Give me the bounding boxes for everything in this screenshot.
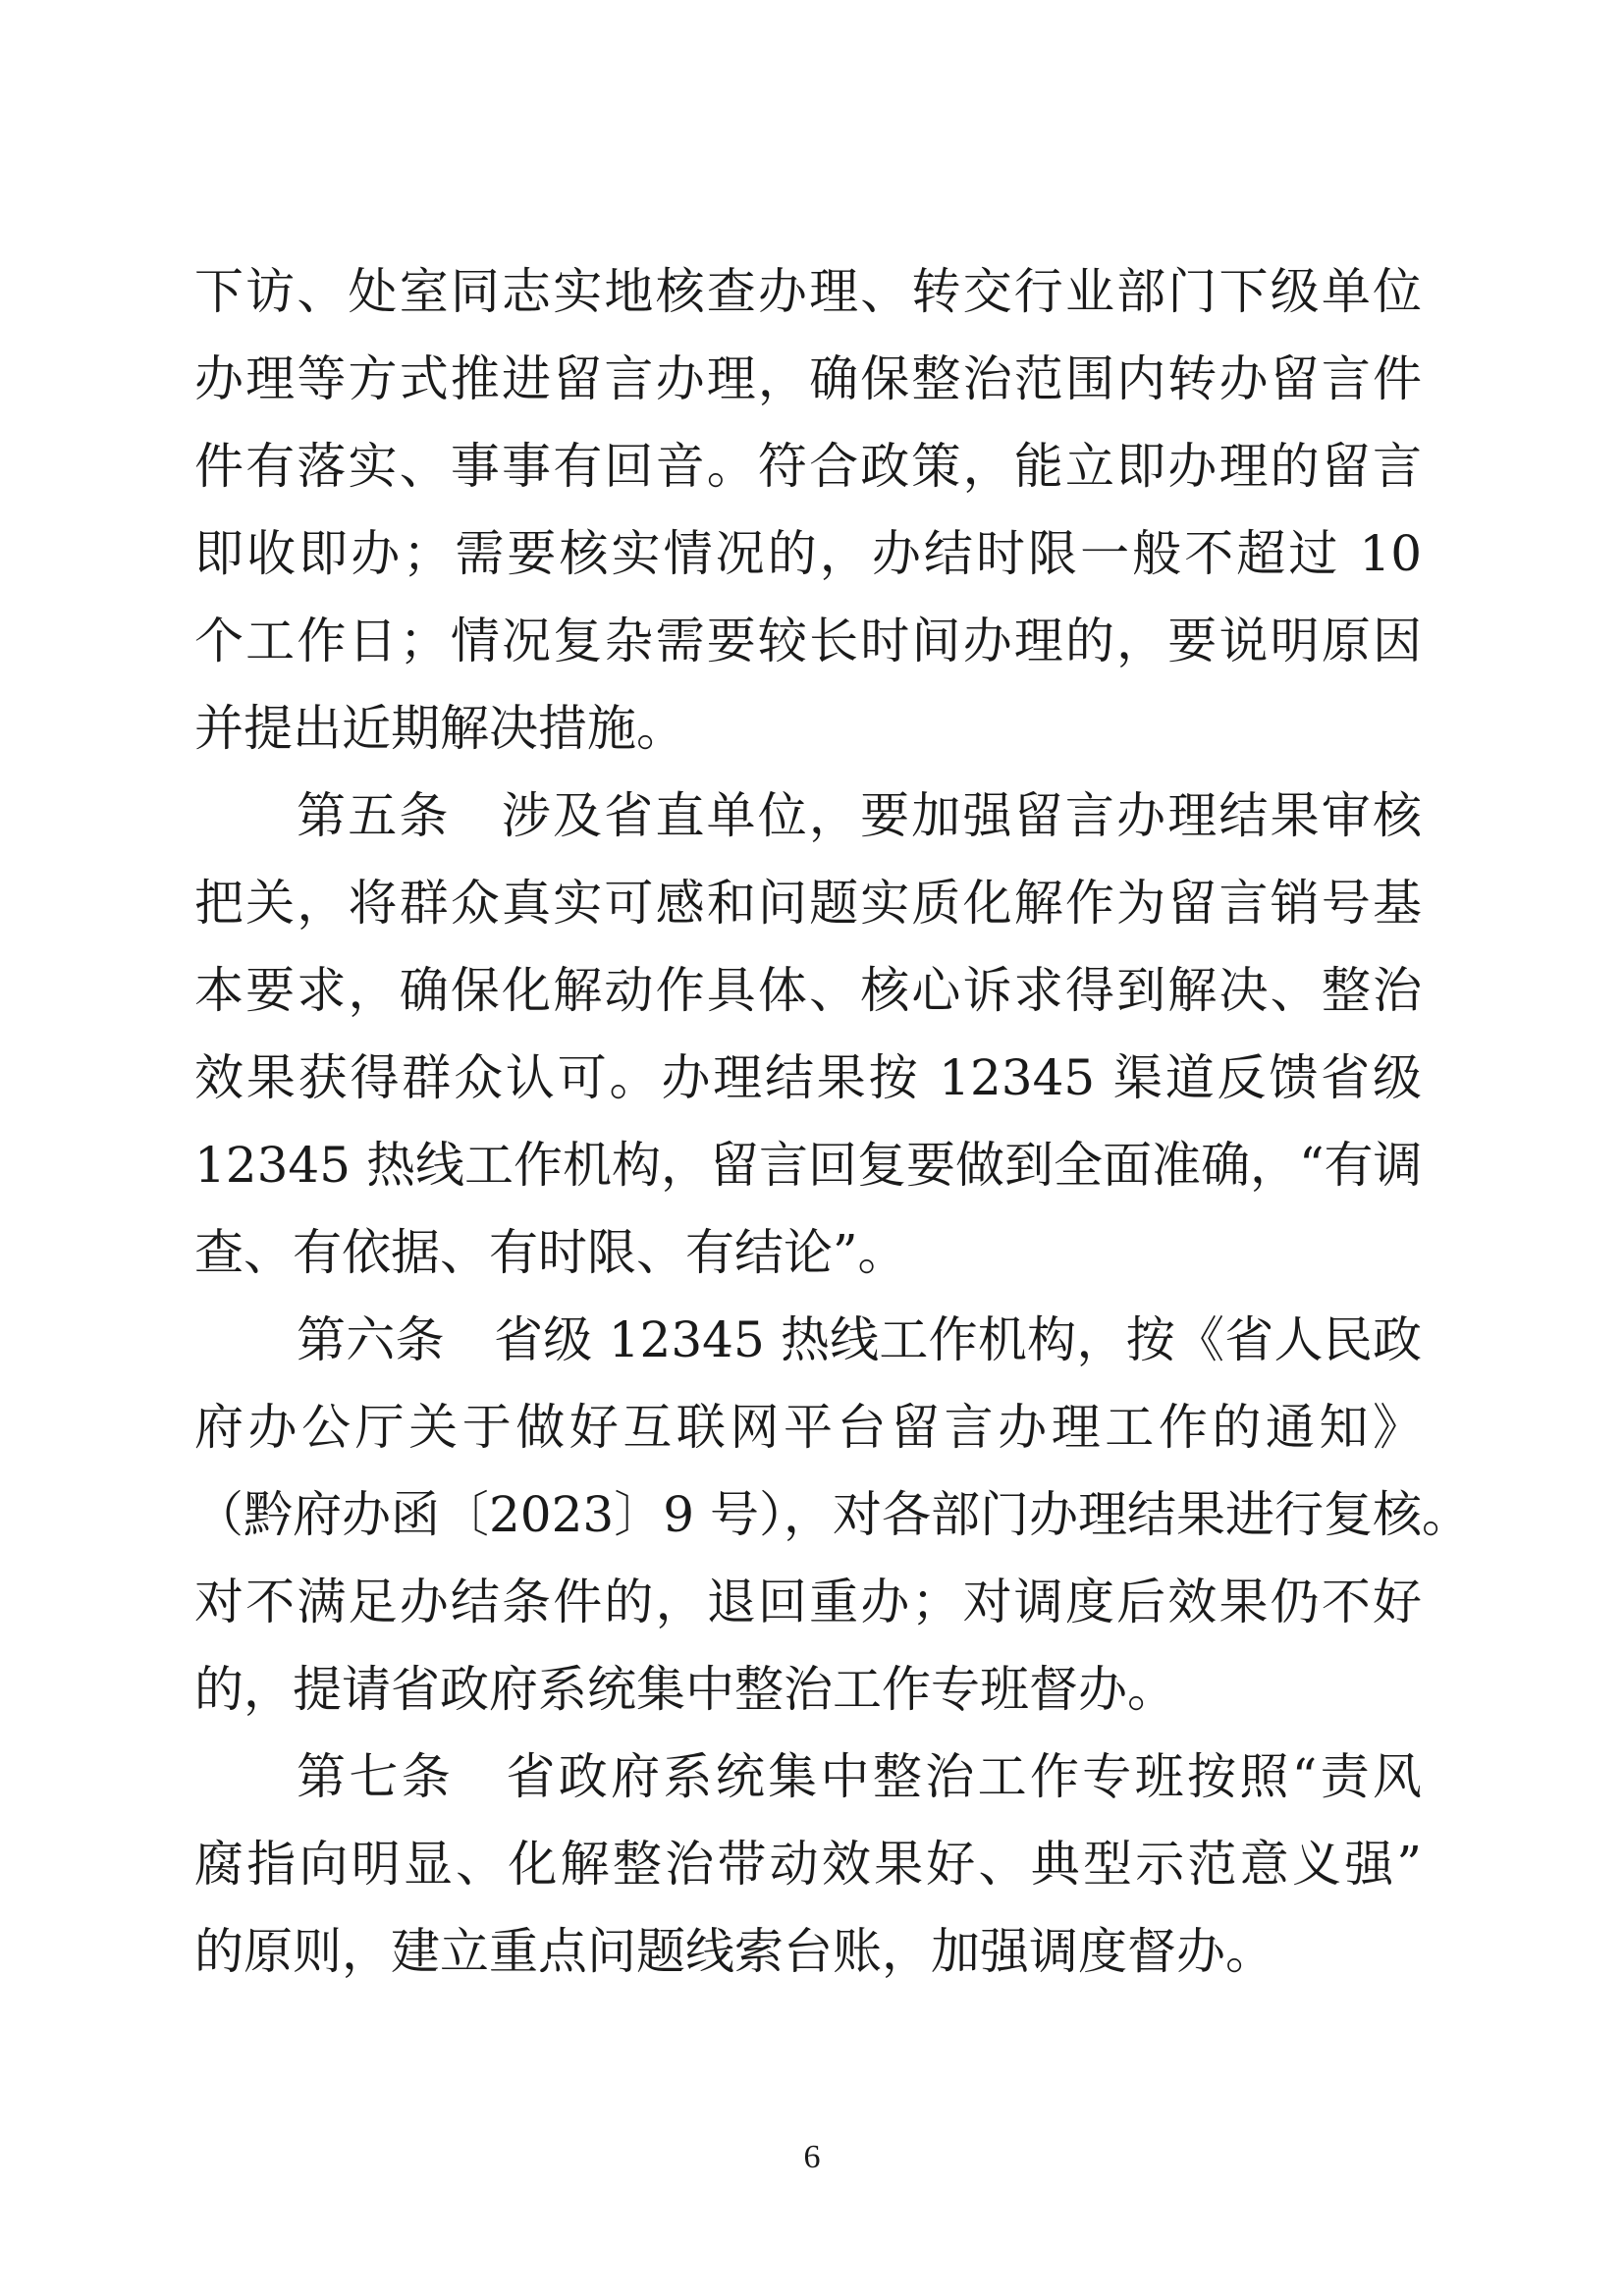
page-number: 6: [803, 2139, 821, 2175]
text-line: 查、有依据、有时限、有结论”。: [194, 1224, 907, 1281]
article-5-heading-line: 第五条 涉及省直单位，要加强留言办理结果审核: [297, 787, 1422, 844]
text-line: 的，提请省政府系统集中整治工作专班督办。: [194, 1661, 1176, 1718]
text-line: 办理等方式推进留言办理，确保整治范围内转办留言件: [194, 350, 1422, 407]
text-line: （黔府办函〔2023〕9 号），对各部门办理结果进行复核。: [194, 1486, 1471, 1543]
text-line: 12345 热线工作机构，留言回复要做到全面准确，“有调: [194, 1137, 1423, 1194]
text-line: 下访、处室同志实地核查办理、转交行业部门下级单位: [194, 263, 1422, 320]
text-line: 件有落实、事事有回音。符合政策，能立即办理的留言: [194, 438, 1422, 495]
text-line: 效果获得群众认可。办理结果按 12345 渠道反馈省级: [194, 1049, 1422, 1106]
article-7-heading-line: 第七条 省政府系统集中整治工作专班按照“责风: [297, 1748, 1422, 1805]
article-6-heading-line: 第六条 省级 12345 热线工作机构，按《省人民政: [297, 1311, 1422, 1368]
text-line: 把关，将群众真实可感和问题实质化解作为留言销号基: [194, 875, 1422, 932]
text-line: 并提出近期解决措施。: [194, 700, 685, 757]
text-line: 府办公厅关于做好互联网平台留言办理工作的通知》: [194, 1399, 1422, 1456]
text-line: 个工作日；情况复杂需要较长时间办理的，要说明原因: [194, 613, 1422, 669]
text-line: 对不满足办结条件的，退回重办；对调度后效果仍不好: [194, 1574, 1422, 1630]
text-line: 即收即办；需要核实情况的，办结时限一般不超过 10: [194, 525, 1422, 582]
text-line: 本要求，确保化解动作具体、核心诉求得到解决、整治: [194, 962, 1422, 1019]
text-line: 腐指向明显、化解整治带动效果好、典型示范意义强”: [194, 1836, 1422, 1893]
text-line: 的原则，建立重点问题线索台账，加强调度督办。: [194, 1923, 1274, 1980]
